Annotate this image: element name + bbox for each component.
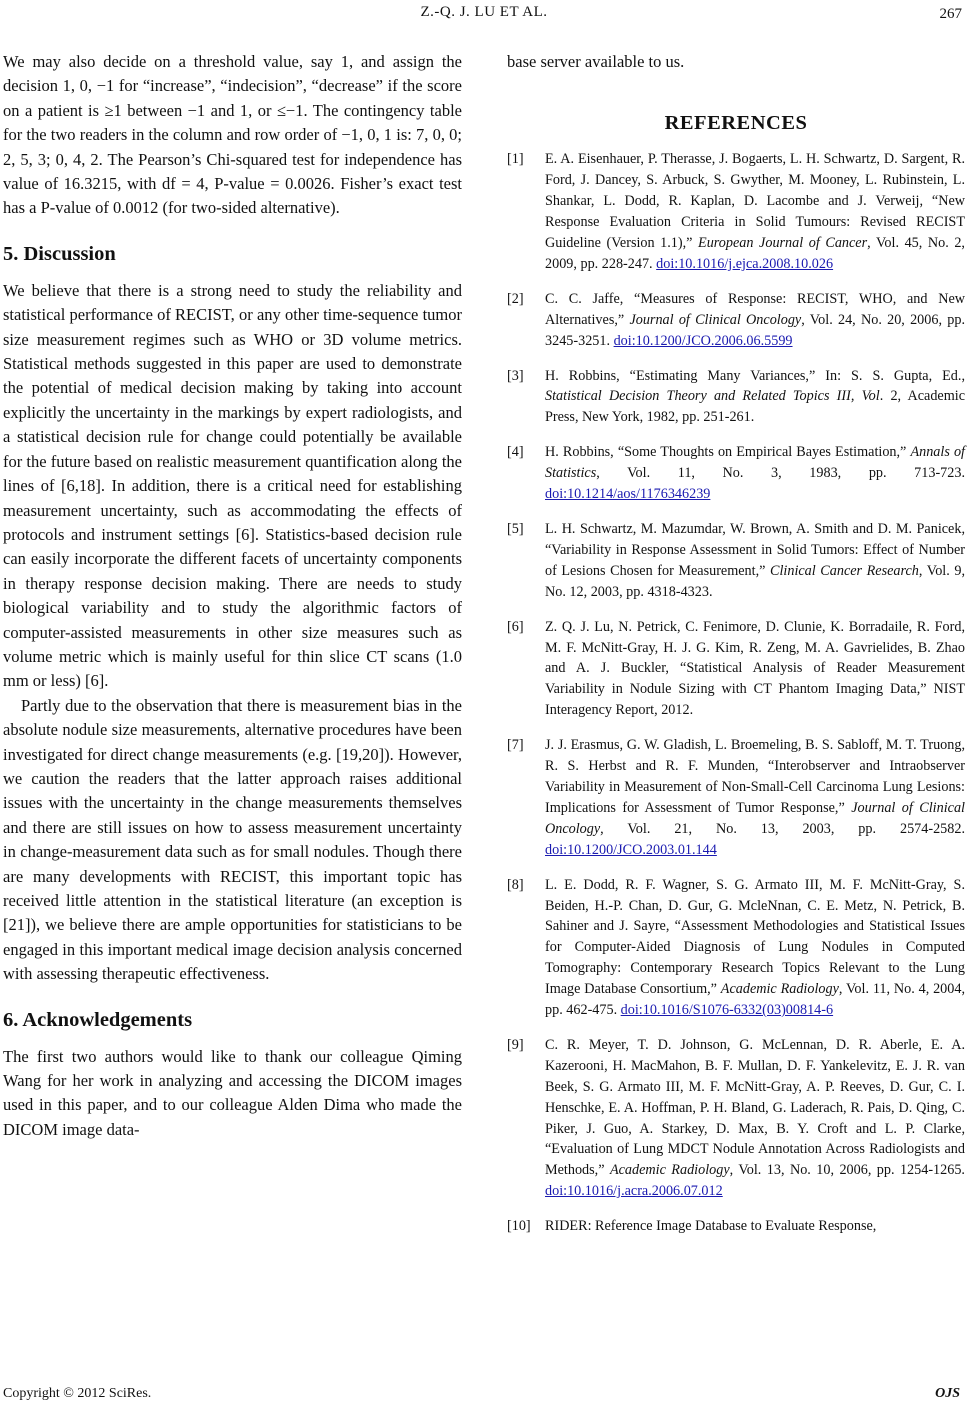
reference-item <box>507 289 965 352</box>
reference-number: [4] <box>507 444 524 461</box>
reference-item <box>507 366 965 429</box>
reference-number: [8] <box>507 876 524 893</box>
continuation-text: base server available to us. <box>507 52 685 71</box>
reference-details: , Vol. 13, No. 10, 2006, pp. 1254-1265. <box>729 1162 965 1179</box>
reference-doi-link[interactable]: doi:10.1016/j.ejca.2008.10.026 <box>656 255 834 272</box>
reference-body <box>545 619 965 719</box>
reference-number: [7] <box>507 737 524 754</box>
acknowledgements-heading: 6. Acknowledgements <box>3 1008 193 1031</box>
reference-journal: European Journal of Cancer <box>698 235 868 252</box>
reference-number: [1] <box>507 151 524 168</box>
reference-journal: Statistical Decision Theory and Related Topics III, Vol <box>545 388 880 405</box>
reference-text: E. A. Eisenhauer, P. Therasse, J. Bogaerts, L. H. Schwartz, D. Sargent, R. Ford, J. Dancey, S. Arbuck, S. Gwyther, M. Mooney, L. Rubinstein, L. Shankar, L. Dodd, R. Kaplan, D. Lacombe and J. Verweij, “New Response Evaluation Criteria in Solid Tumours: Revised RECIST Guideline (Version 1.1),” <box>545 151 965 252</box>
reference-text: L. H. Schwartz, M. Mazumdar, W. Brown, A. Smith and D. M. Panicek, “Variability in Response Assessment in Solid Tumors: Effect of Number of Lesions Chosen for Measurement,” <box>545 521 965 579</box>
reference-details: , Vol. 11, No. 4, 2004, pp. 462-475. <box>545 981 966 1019</box>
reference-body <box>545 1037 965 1199</box>
reference-journal: Academic Radiology <box>720 981 839 998</box>
reference-body <box>545 1218 876 1234</box>
reference-list <box>507 149 965 1237</box>
reference-number: [5] <box>507 521 524 537</box>
reference-item <box>507 442 965 505</box>
reference-journal: Clinical Cancer Research <box>770 562 919 579</box>
reference-doi-link[interactable]: doi:10.1200/JCO.2006.06.5599 <box>613 332 793 349</box>
reference-doi-link[interactable]: doi:10.1200/JCO.2003.01.144 <box>545 841 717 858</box>
reference-number: [10] <box>507 1218 531 1235</box>
reference-body <box>545 521 965 600</box>
reference-body <box>545 444 965 502</box>
reference-details: , Vol. 24, No. 20, 2006, pp. 3245-3251. <box>545 311 965 349</box>
reference-details: , Vol. 9, No. 12, 2003, pp. 4318-4323. <box>545 562 965 600</box>
page-number: 267 <box>939 6 962 22</box>
reference-details: , Vol. 21, No. 13, 2003, pp. 2574-2582. <box>600 820 965 837</box>
reference-body <box>545 368 965 426</box>
reference-body <box>545 151 965 272</box>
reference-journal: Journal of Clinical Oncology <box>629 311 802 328</box>
reference-item <box>507 519 965 603</box>
journal-abbrev: OJS <box>935 1386 960 1401</box>
reference-text: H. Robbins, “Estimating Many Variances,” In: S. S. Gupta, Ed., <box>545 367 965 384</box>
reference-item <box>507 617 965 722</box>
copyright-notice: Copyright © 2012 SciRes. <box>3 1386 152 1401</box>
discussion-heading: 5. Discussion <box>3 242 116 265</box>
discussion-paragraph-2: Partly due to the observation that there is measurement bias in the absolute nodule size measurements, alternative procedures have been investigated for direct change measurements (e.g. [19,20]). However, we caution the readers that the latter approach raises additional issues with the uncertainty in the change measurements themselves and there are still issues on how to assess measurement uncertainty in change-measurement data such as for small nodules. Though there are many developments with RECIST, this important topic has received little attention in the statistical literature (an exception is [21]), we believe there are ample opportunities for statisticians to be engaged in this important medical image decision analysis concerned with assessing therapeutic effectiveness. <box>3 695 462 984</box>
reference-text: L. E. Dodd, R. F. Wagner, S. G. Armato III, M. F. McNitt-Gray, S. Beiden, H.-P. Chan, D. Gur, G. McleNnan, C. E. Metz, N. Petrick, B. Sahiner and J. Sayre, “Assessment Methodologies and Statistical Issues for Computer-Aided Diagnosis of Lung Nodules in Computed Tomography: Contemporary Research Topics Relevant to the Lung Image Database Consortium,” <box>545 876 965 998</box>
reference-journal: Annals of Statistics <box>545 444 965 482</box>
reference-text: RIDER: Reference Image Database to Evaluate Response, <box>545 1218 877 1235</box>
reference-body <box>545 291 965 349</box>
reference-doi-link[interactable]: doi:10.1016/S1076-6332(03)00814-6 <box>620 1002 834 1019</box>
reference-body <box>545 737 965 858</box>
reference-number: [9] <box>507 1036 524 1053</box>
reference-number: [2] <box>507 290 524 307</box>
reference-text: C. R. Meyer, T. D. Johnson, G. McLennan, D. R. Aberle, E. A. Kazerooni, H. MacMahon, B. F. Mullan, D. F. Yankelevitz, E. J. R. van Beek, S. G. Armato III, M. F. McNitt-Gray, A. P. Reeves, D. Gur, C. I. Henschke, E. A. Hoffman, P. H. Bland, G. Laderach, R. Pais, D. Qing, C. Piker, J. Guo, A. Starkey, D. Max, B. Y. Croft and L. P. Clarke, “Evaluation of Lung MDCT Nodule Annotation Across Radiologists and Methods,” <box>545 1036 965 1179</box>
reference-text: Z. Q. J. Lu, N. Petrick, C. Fenimore, D. Clunie, K. Borradaile, R. Ford, M. F. McNitt-Gray, H. J. G. Kim, R. Zeng, M. A. Gavrielides, B. Zhao and A. J. Buckler, “Statistical Analysis of Reader Measurement Variability in Nodule Sizing with CT Phantom Imaging Data,” NIST Interagency Report, 2012. <box>545 618 965 719</box>
reference-item <box>507 1035 965 1202</box>
discussion-paragraph-1: We believe that there is a strong need to study the reliability and statistical performance of RECIST, or any other time-sequence tumor size measurement regimes such as WHO or 3D volume metrics. Statistical methods suggested in this paper are used to demonstrate the potential of medical decision making by taking into account explicitly the uncertainty in the markings by expert radiologists, and a statistical decision rule for change could potentially be available for the future based on realistic measurement quantification along the lines of [6,18]. In addition, there is a critical need for establishing measurement uncertainty, such as accommodating the effects of protocols and instrument settings [6]. Statistics-based decision rule can easily incorporate the different facets of uncertainty components in therapy response decision making. There are needs to study biological variability and to study the algorithmic factors of computer-assisted measurements in other size measures such as volume metric which is mainly useful for thin slice CT scans (1.0 mm or less) [6]. <box>3 280 462 691</box>
reference-number: [6] <box>507 618 524 635</box>
reference-text: H. Robbins, “Some Thoughts on Empirical Bayes Estimation,” <box>545 444 911 461</box>
right-column <box>507 50 965 1251</box>
reference-details: , Vol. 45, No. 2, 2009, pp. 228-247. <box>545 235 965 272</box>
intro-paragraph: We may also decide on a threshold value, say 1, and assign the decision 1, 0, −1 for “increase”, “indecision”, “decrease” if the score on a patient is ≥1 between −1 and 1, or ≤−1. The contingency table for the two readers in the column and row order of −1, 0, 1 is: 7, 0, 0; 2, 5, 3; 0, 4, 2. The Pearson’s Chi-squared test for independence has value of 16.3215, with df = 4, P-value = 0.0026. Fisher’s exact test has a P-value of 0.0012 (for two-sided alternative). <box>3 52 462 218</box>
reference-text: J. J. Erasmus, G. W. Gladish, L. Broemeling, B. S. Sabloff, M. T. Truong, R. S. Herbst and R. F. Munden, “Interobserver and Intraobserver Variability in Measurement of Non-Small-Cell Carcinoma Lung Lesions: Implications for Assessment of Tumor Response,” <box>545 737 965 816</box>
reference-item <box>507 1216 965 1237</box>
reference-details: . 2, Academic Press, New York, 1982, pp. 251-261. <box>545 388 965 426</box>
reference-text: C. C. Jaffe, “Measures of Response: RECIST, WHO, and New Alternatives,” <box>545 290 965 328</box>
reference-journal: Journal of Clinical Oncology <box>545 799 965 837</box>
reference-item <box>507 149 965 274</box>
reference-doi-link[interactable]: doi:10.1016/j.acra.2006.07.012 <box>545 1183 723 1200</box>
reference-journal: Academic Radiology <box>609 1162 730 1179</box>
references-heading: REFERENCES <box>664 112 808 135</box>
left-column <box>3 50 462 1142</box>
reference-doi-link[interactable]: doi:10.1214/aos/1176346239 <box>545 486 711 503</box>
reference-details: , Vol. 11, No. 3, 1983, pp. 713-723. <box>596 465 965 482</box>
acknowledgements-paragraph: The first two authors would like to thank our colleague Qiming Wang for her work in analyzing and accessing the DICOM images used in this paper, and to our colleague Alden Dima who made the DICOM image data- <box>3 1046 462 1139</box>
page-header <box>0 4 968 28</box>
reference-body <box>545 877 965 1018</box>
reference-item <box>507 735 965 860</box>
reference-number: [3] <box>507 367 524 384</box>
reference-item <box>507 875 965 1021</box>
running-head: Z.-Q. J. LU ET AL. <box>420 4 548 20</box>
